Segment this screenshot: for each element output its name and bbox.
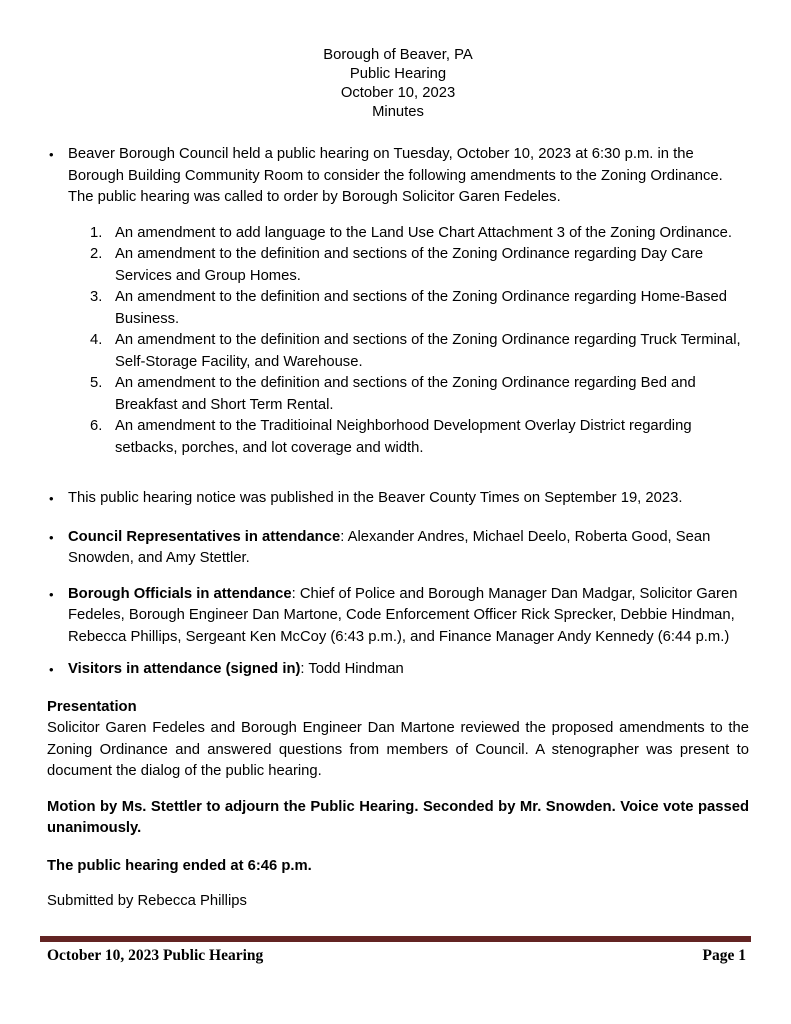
motion-paragraph: Motion by Ms. Stettler to adjourn the Public Hearing. Seconded by Mr. Snowden. Voice vote passed unanimously. [47, 798, 749, 836]
borough-officials-label: Borough Officials in attendance [68, 585, 292, 602]
intro-bullet [47, 144, 749, 209]
presentation-body: Solicitor Garen Fedeles and Borough Engineer Dan Martone reviewed the proposed amendments to the Zoning Ordinance and answered questions from members of Council. A stenographer was present to document the dialog of the public hearing. [47, 720, 749, 779]
list-item-text: An amendment to the definition and sections of the Zoning Ordinance regarding Day Care Services and Group Homes. [115, 246, 704, 284]
list-item-amendment-3 [47, 287, 749, 330]
list-item-amendment-2 [47, 244, 749, 287]
submitted-line: Submitted by Rebecca Phillips [47, 893, 247, 909]
header-doc-type: Minutes [372, 104, 424, 120]
bullet-icon: • [49, 586, 54, 602]
document-header [47, 46, 749, 122]
amendments-list [47, 223, 749, 460]
list-number: 1. [90, 224, 103, 241]
footer-rule [40, 936, 751, 942]
list-item-text: An amendment to the definition and sections of the Zoning Ordinance regarding Truck Terminal, Self-Storage Facility, and Warehouse. [115, 332, 741, 370]
header-org: Borough of Beaver, PA [323, 47, 473, 63]
header-event: Public Hearing [349, 66, 447, 82]
borough-officials-text: : Chief of Police and Borough Manager Dan Madgar, Solicitor Garen Fedeles, Borough Engineer Dan Martone, Code Enforcement Officer Rick Sprecker, Debbie Hindman, Rebecca Phillips, Sergeant Ken McCoy (6:43 p.m.), and Finance Manager Andy Kennedy (6:44 p.m.) [68, 585, 738, 645]
list-number: 5. [90, 375, 103, 391]
bullet-icon: • [49, 662, 54, 677]
list-item-amendment-6 [47, 416, 749, 459]
visitors-text: : Todd Hindman [300, 661, 404, 677]
presentation-heading: Presentation [47, 698, 137, 715]
list-item-text: An amendment to add language to the Land Use Chart Attachment 3 of the Zoning Ordinance. [115, 224, 732, 241]
list-item-amendment-5 [47, 373, 749, 416]
list-item-amendment-4 [47, 330, 749, 373]
footer-page-number: Page 1 [702, 947, 746, 964]
list-item-text: An amendment to the definition and sections of the Zoning Ordinance regarding Home-Based Business. [115, 289, 727, 327]
borough-officials-bullet [47, 584, 749, 649]
hearing-ended-line: The public hearing ended at 6:46 p.m. [47, 857, 312, 874]
notice-bullet-text: This public hearing notice was published in the Beaver County Times on September 19, 2023. [68, 490, 683, 506]
bullet-icon: • [49, 491, 54, 506]
list-number: 2. [90, 246, 103, 262]
list-item-amendment-1 [47, 223, 749, 245]
notice-bullet [47, 488, 749, 510]
list-number: 4. [90, 332, 103, 348]
council-representatives-bullet [47, 527, 749, 570]
footer-document-title: October 10, 2023 Public Hearing [47, 947, 264, 964]
visitors-label: Visitors in attendance (signed in) [68, 661, 301, 677]
list-item-text: An amendment to the definition and sections of the Zoning Ordinance regarding Bed and Breakfast and Short Term Rental. [115, 375, 696, 413]
list-item-text: An amendment to the Traditioinal Neighborhood Development Overlay District regarding setbacks, porches, and lot coverage and width. [115, 418, 692, 456]
bullet-icon: • [49, 529, 54, 545]
bullet-icon: • [49, 147, 54, 162]
header-date: October 10, 2023 [340, 85, 456, 101]
intro-bullet-text: Beaver Borough Council held a public hearing on Tuesday, October 10, 2023 at 6:30 p.m. in the Borough Building Community Room to consider the following amendments to the Zoning Ordinance. The public hearing was called to order by Borough Solicitor Garen Fedeles. [68, 146, 723, 205]
footer-row [40, 946, 751, 966]
list-number: 6. [90, 418, 103, 434]
page-footer [40, 936, 751, 966]
list-number: 3. [90, 289, 103, 305]
visitors-bullet [47, 659, 749, 681]
council-representatives-label: Council Representatives in attendance [68, 528, 341, 545]
council-representatives-text: : Alexander Andres, Michael Deelo, Roberta Good, Sean Snowden, and Amy Stettler. [68, 528, 711, 566]
